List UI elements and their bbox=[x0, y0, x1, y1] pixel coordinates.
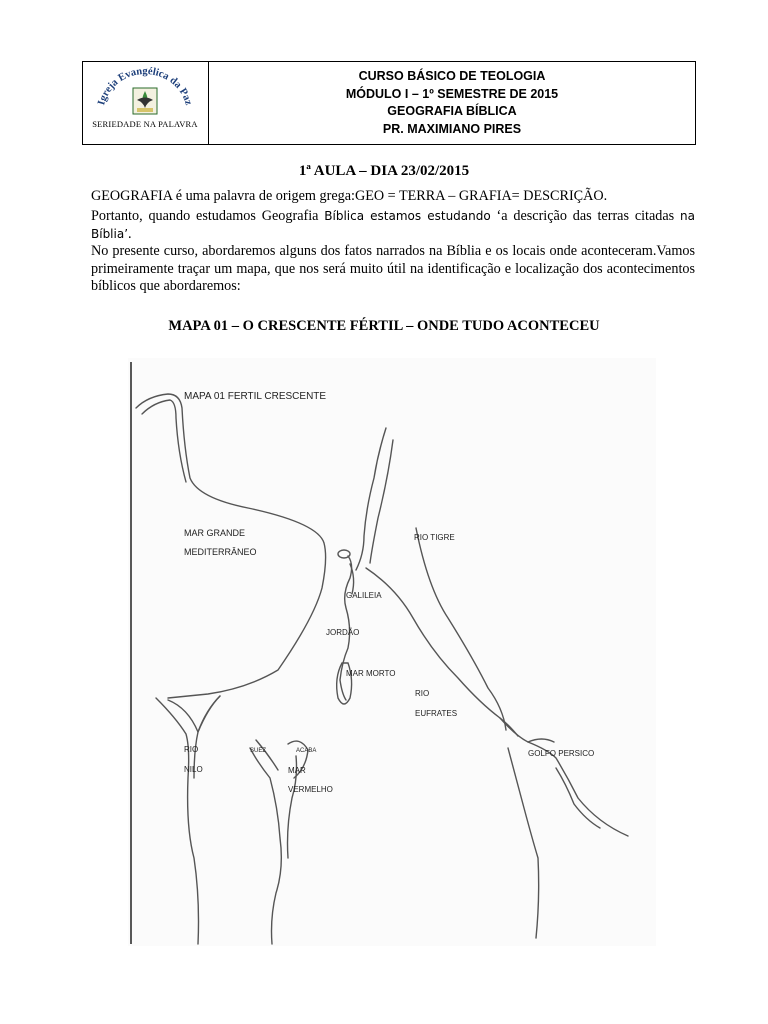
module-semester: MÓDULO I – 1º SEMESTRE DE 2015 bbox=[345, 86, 559, 101]
paragraph-therefore bbox=[91, 208, 695, 243]
teacher: PR. MAXIMIANO PIRES bbox=[382, 121, 522, 136]
paragraph-definition: GEOGRAFIA é uma palavra de origem grega:GEO = TERRA – GRAFIA= DESCRIÇÃO. bbox=[91, 188, 608, 204]
document-header bbox=[82, 61, 696, 145]
label-mar-grande: MAR GRANDE bbox=[184, 528, 246, 538]
lesson-title: 1ª AULA – DIA 23/02/2015 bbox=[298, 163, 470, 179]
label-mar-morto: MAR MORTO bbox=[346, 669, 396, 678]
label-golfo-persico: GOLFO PERSICO bbox=[528, 749, 595, 758]
logo-arc-label: Igreja Evangélica da Paz bbox=[96, 65, 194, 107]
paragraph-course-intro: No presente curso, abordaremos alguns dos fatos narrados na Bíblia e os locais onde aconteceram.Vamos primeiramente traçar um mapa, que nos será muito útil na identificação e localização dos acontecimentos bíblicos que abordaremos: bbox=[91, 243, 695, 294]
fertile-crescent-map bbox=[128, 358, 656, 946]
label-rio-nilo-1: RIO bbox=[184, 745, 199, 754]
logo-motto: SERIEDADE NA PALAVRA bbox=[92, 119, 198, 129]
course-name: CURSO BÁSICO DE TEOLOGIA bbox=[358, 69, 546, 83]
p2-text-start: Portanto, quando estudamos Geografia bbox=[91, 208, 325, 224]
label-vermelho: VERMELHO bbox=[288, 785, 333, 794]
label-suez: SUEZ bbox=[250, 748, 267, 754]
label-rio-tigre: RIO TIGRE bbox=[414, 533, 455, 542]
p2-handwritten-1: Bíblica estamos estudando bbox=[324, 209, 491, 223]
church-logo bbox=[83, 62, 209, 144]
p2-text-end: . bbox=[128, 225, 132, 242]
label-jordao: JORDÃO bbox=[326, 628, 360, 637]
subject: GEOGRAFIA BÍBLICA bbox=[387, 104, 517, 118]
p2-text-mid: ‘a descrição das terras citadas bbox=[490, 208, 681, 224]
label-mediterraneo: MEDITERRÂNEO bbox=[184, 547, 257, 557]
label-nilo: NILO bbox=[184, 765, 203, 774]
map-caption: MAPA 01 – O CRESCENTE FÉRTIL – ONDE TUDO ACONTECEU bbox=[168, 318, 600, 334]
map-title-label: MAPA 01 FERTIL CRESCENTE bbox=[184, 391, 327, 402]
label-galileia: GALILEIA bbox=[346, 591, 382, 600]
label-eufrates: EUFRATES bbox=[415, 709, 458, 718]
p2-handwritten-2: na Bíblia’ bbox=[91, 209, 695, 241]
label-rio-eufrates-1: RIO bbox=[415, 689, 430, 698]
label-acaba: ACABA bbox=[296, 748, 317, 754]
label-mar: MAR bbox=[288, 766, 306, 775]
course-info bbox=[209, 62, 695, 144]
dove-seal-icon bbox=[131, 86, 159, 116]
